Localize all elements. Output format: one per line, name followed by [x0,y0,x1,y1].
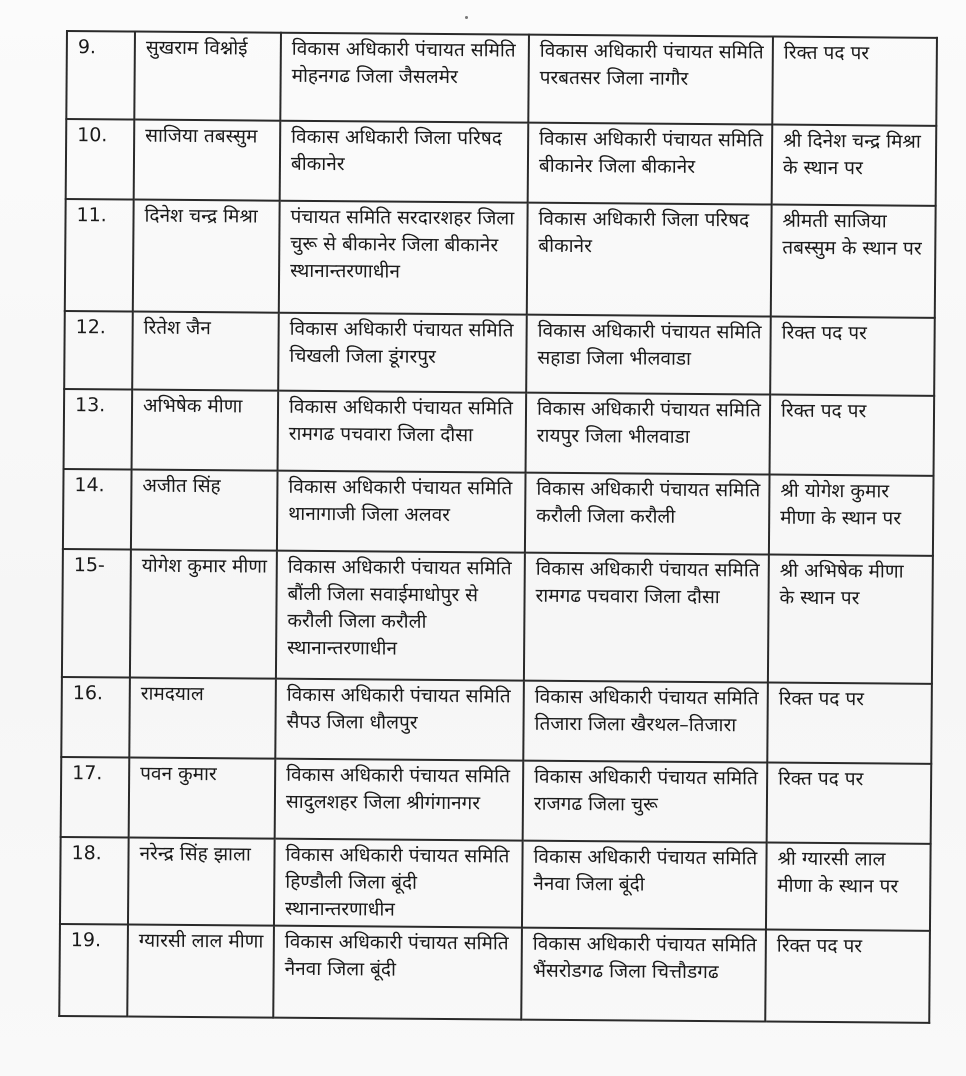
current-post: विकास अधिकारी पंचायत समिति हिण्डौली जिला बूंदी स्थानान्तरणाधीन [285,843,510,921]
current-post-cell [275,759,524,841]
table-row [65,199,936,318]
serial-number: 16. [72,682,104,705]
current-post: विकास अधिकारी पंचायत समिति रामगढ पचवारा जिला दौसा [288,395,513,447]
officer-name: रामदयाल [140,682,204,706]
officer-name: सुखराम विश्नोई [145,36,248,60]
new-post-cell [528,35,773,125]
table-row [64,389,935,476]
current-post-cell [277,471,526,553]
remark-cell [768,555,933,684]
current-post: विकास अधिकारी पंचायत समिति थानागाजी जिला अलवर [288,475,513,527]
serial-cell [60,837,129,925]
remark: रिक्त पद पर [778,687,865,711]
serial-number: 9. [77,36,97,59]
officer-name: दिनेश चन्द्र मिश्रा [144,204,258,228]
remark-cell [770,317,935,396]
current-post: विकास अधिकारी पंचायत समिति नैनवा जिला बूंदी [284,930,509,981]
remark: रिक्त पद पर [780,399,867,423]
current-post-cell [279,201,528,315]
current-post-cell [278,313,527,393]
name-cell [133,200,280,313]
remark-cell [767,763,932,844]
serial-number: 11. [76,204,107,227]
table-row [61,677,932,764]
table-row [66,119,937,206]
serial-number: 15- [73,554,105,577]
scan-speck [465,16,468,19]
officer-name: ग्यारसी लाल मीणा [138,929,264,953]
serial-number: 17. [72,762,103,785]
new-post: विकास अधिकारी पंचायत समिति करौली जिला करौली [536,477,761,528]
officer-name: अजीत सिंह [142,474,221,498]
serial-cell [64,389,133,470]
current-post: विकास अधिकारी पंचायत समिति मोहनगढ जिला जैसलमेर [291,37,516,89]
remark-cell [765,930,930,1023]
new-post: विकास अधिकारी पंचायत समिति परबतसर जिला नागौर [539,39,764,90]
serial-number: 10. [77,124,108,147]
new-post: विकास अधिकारी पंचायत समिति भैंसरोडगढ जिला चित्तौडगढ [532,932,757,984]
new-post-cell [522,841,767,930]
name-cell [127,925,274,1018]
current-post: विकास अधिकारी पंचायत समिति चिखली जिला डूंगरपुर [289,317,514,368]
name-cell [134,32,281,121]
new-post: विकास अधिकारी पंचायत समिति रायपुर जिला भीलवाडा [536,397,761,448]
current-post: विकास अधिकारी पंचायत समिति सैपउ जिला धौलपुर [286,683,511,734]
name-cell [132,390,279,471]
officer-name: नरेन्द्र सिंह झाला [139,842,251,866]
serial-number: 18. [71,842,102,865]
current-post-cell [274,839,523,928]
remark-cell [769,475,934,556]
transfer-table [58,30,938,1024]
current-post: विकास अधिकारी पंचायत समिति बौंली जिला सवाईमाधोपुर से करौली जिला करौली स्थानान्तरणाधीन [287,555,512,660]
new-post-cell [526,393,771,475]
name-cell [131,470,278,551]
remark: श्रीमती साजिया तबस्सुम के स्थान पर [782,209,922,260]
current-post-cell [280,121,529,203]
remark-cell [770,395,935,476]
current-post-cell [278,391,527,473]
remark-cell [772,125,937,206]
new-post: विकास अधिकारी पंचायत समिति राजगढ जिला चुरू [533,765,759,816]
name-cell [129,758,276,839]
officer-name: योगेश कुमार मीणा [141,554,268,578]
serial-number: 19. [70,929,102,952]
serial-cell [62,549,131,678]
remark-cell [772,37,937,126]
serial-cell [64,311,133,390]
remark-cell [771,205,936,318]
serial-cell [66,119,135,200]
new-post-cell [521,928,766,1022]
serial-cell [63,469,132,550]
remark: श्री अभिषेक मीणा के स्थान पर [779,559,904,610]
new-post-cell [526,315,771,395]
table-row [63,469,934,556]
table-row [64,311,935,396]
name-cell [128,838,275,926]
table-row [60,837,931,931]
table-row [62,549,933,684]
serial-cell [66,31,135,120]
new-post-cell [524,553,769,683]
officer-name: अभिषेक मीणा [142,394,243,418]
new-post-cell [528,123,773,205]
current-post: विकास अधिकारी पंचायत समिति सादुलशहर जिला श्रीगंगानगर [285,763,511,815]
serial-cell [61,757,130,838]
new-post: विकास अधिकारी पंचायत समिति तिजारा जिला खैरथल–तिजारा [534,685,759,737]
remark: श्री ग्यारसी लाल मीणा के स्थान पर [777,847,899,898]
current-post-cell [275,679,524,761]
name-cell [130,550,277,679]
serial-cell [61,677,130,758]
name-cell [132,312,279,391]
new-post: विकास अधिकारी जिला परिषद बीकानेर [538,207,750,258]
new-post-cell [523,681,768,763]
new-post: विकास अधिकारी पंचायत समिति सहाडा जिला भीलवाडा [537,319,762,370]
remark: रिक्त पद पर [783,41,870,65]
remark: रिक्त पद पर [778,767,864,791]
current-post: विकास अधिकारी जिला परिषद बीकानेर [290,125,502,176]
name-cell [129,678,276,759]
remark-cell [766,843,931,931]
remark: रिक्त पद पर [781,321,867,345]
serial-number: 14. [74,474,105,497]
remark: श्री दिनेश चन्द्र मिश्रा के स्थान पर [782,129,921,180]
new-post-cell [527,203,772,317]
remark-cell [767,683,932,764]
table-row [66,31,937,126]
remark: श्री योगेश कुमार मीणा के स्थान पर [780,479,902,530]
serial-cell [59,924,128,1017]
new-post: विकास अधिकारी पंचायत समिति बीकानेर जिला बीकानेर [538,127,764,178]
table-row [61,757,932,844]
remark: रिक्त पद पर [776,934,863,958]
serial-cell [65,199,134,312]
table-row [59,924,930,1023]
officer-name: रितेश जैन [143,316,211,340]
new-post: विकास अधिकारी पंचायत समिति नैनवा जिला बूंदी [533,845,758,896]
current-post-cell [276,551,525,681]
officer-name: पवन कुमार [140,762,217,786]
new-post-cell [523,761,768,843]
current-post: पंचायत समिति सरदारशहर जिला चुरू से बीकानेर जिला बीकानेर स्थानान्तरणाधीन [290,205,515,283]
serial-number: 12. [75,316,106,339]
officer-name: साजिया तबस्सुम [145,124,258,148]
name-cell [134,120,281,201]
current-post-cell [273,926,522,1020]
current-post-cell [280,33,529,123]
new-post: विकास अधिकारी पंचायत समिति रामगढ पचवारा जिला दौसा [535,557,760,609]
transfer-table-body [59,31,937,1023]
serial-number: 13. [74,394,106,417]
new-post-cell [525,473,770,555]
